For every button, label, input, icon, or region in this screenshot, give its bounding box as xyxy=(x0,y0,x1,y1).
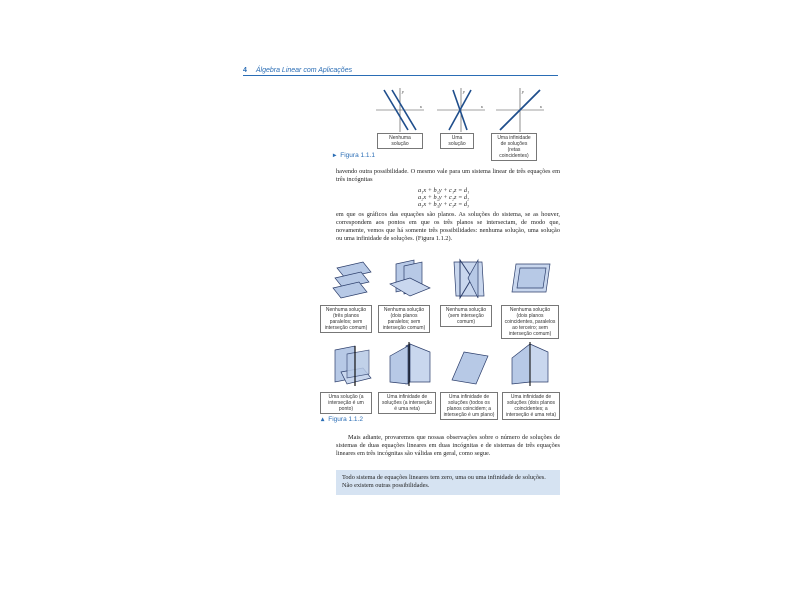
figure-1-1-1-label: ▸ Figura 1.1.1 xyxy=(333,152,375,159)
graph-no-solution xyxy=(376,88,424,132)
planes-intersect-line xyxy=(388,342,432,388)
graph-infinite-solutions xyxy=(496,88,544,132)
planes-three-parallel xyxy=(333,258,373,300)
page-header xyxy=(243,67,352,74)
caption-row1-2: Nenhuma solução (dois planos paralelos; sem interseção comum) xyxy=(378,305,430,333)
paragraph-2: em que os gráficos das equações são planos. As soluções do sistema, se as houver, correspondem aos pontos em que os três planos se intersectam, de modo que, novamente, vemos que há somente três possibilidades: nenhuma solução, uma solução ou uma infinidade de soluções. (Figura 1.1.2). xyxy=(336,211,560,242)
equation-1: a₁x + b₁y + c₁z = d₁ xyxy=(418,187,470,194)
caption-row1-1: Nenhuma solução (três planos paralelos; sem interseção comum) xyxy=(320,305,372,333)
caption-row2-3: Uma infinidade de soluções (todos os planos coincidem; a interseção é um plano) xyxy=(440,392,498,420)
figure-1-1-2-label: ▴ Figura 1.1.2 xyxy=(321,416,363,423)
caption-row1-3: Nenhuma solução (sem interseção comum) xyxy=(440,305,492,327)
axis-x-label: x xyxy=(481,104,483,109)
caption-row2-2: Uma infinidade de soluções (a interseção é uma reta) xyxy=(378,392,436,414)
header-rule xyxy=(243,75,558,76)
equation-system xyxy=(418,187,469,208)
equation-3: a₃x + b₃y + c₃z = d₃ xyxy=(418,201,470,208)
planes-coincident-parallel xyxy=(510,262,552,298)
axis-y-label: y xyxy=(463,89,465,94)
planes-two-parallel xyxy=(390,258,430,300)
book-title: Álgebra Linear com Aplicações xyxy=(255,67,353,74)
planes-no-common-intersection xyxy=(450,258,490,300)
planes-two-coincident-line xyxy=(508,342,552,388)
caption-infinite-solutions: Uma infinidade de soluções (retas coincidentes) xyxy=(491,133,537,161)
triangle-icon: ▴ xyxy=(321,416,325,423)
axis-x-label: x xyxy=(540,104,542,109)
planes-coincide-plane xyxy=(450,350,490,386)
axis-x-label: x xyxy=(420,104,422,109)
caption-row2-4: Uma infinidade de soluções (dois planos coincidentes; a interseção é uma reta) xyxy=(502,392,560,420)
caption-one-solution: Uma solução xyxy=(440,133,474,149)
page-number: 4 xyxy=(243,67,247,74)
equation-2: a₂x + b₂y + c₂z = d₂ xyxy=(418,194,470,201)
caption-row2-1: Uma solução (a interseção é um ponto) xyxy=(320,392,372,414)
triangle-icon: ▸ xyxy=(333,152,337,159)
caption-no-solution: Nenhuma solução xyxy=(377,133,423,149)
paragraph-1: havendo outra possibilidade. O mesmo vale para um sistema linear de três equações em três incógnitas xyxy=(336,168,560,183)
graph-one-solution xyxy=(437,88,485,132)
axis-y-label: y xyxy=(522,89,524,94)
highlight-box: Todo sistema de equações lineares tem zero, uma ou uma infinidade de soluções. Não existem outras possibilidades. xyxy=(336,470,560,495)
paragraph-3: Mais adiante, provaremos que nossas observações sobre o número de soluções de sistemas de duas equações lineares em duas incógnitas e de sistemas de três equações lineares em três incógnitas são válidas em geral, como segue. xyxy=(336,434,560,457)
axis-y-label: y xyxy=(402,89,404,94)
planes-intersect-point xyxy=(333,342,373,388)
caption-row1-4: Nenhuma solução (dois planos coincidentes, paralelos ao terceiro; sem interseção comum) xyxy=(501,305,559,339)
